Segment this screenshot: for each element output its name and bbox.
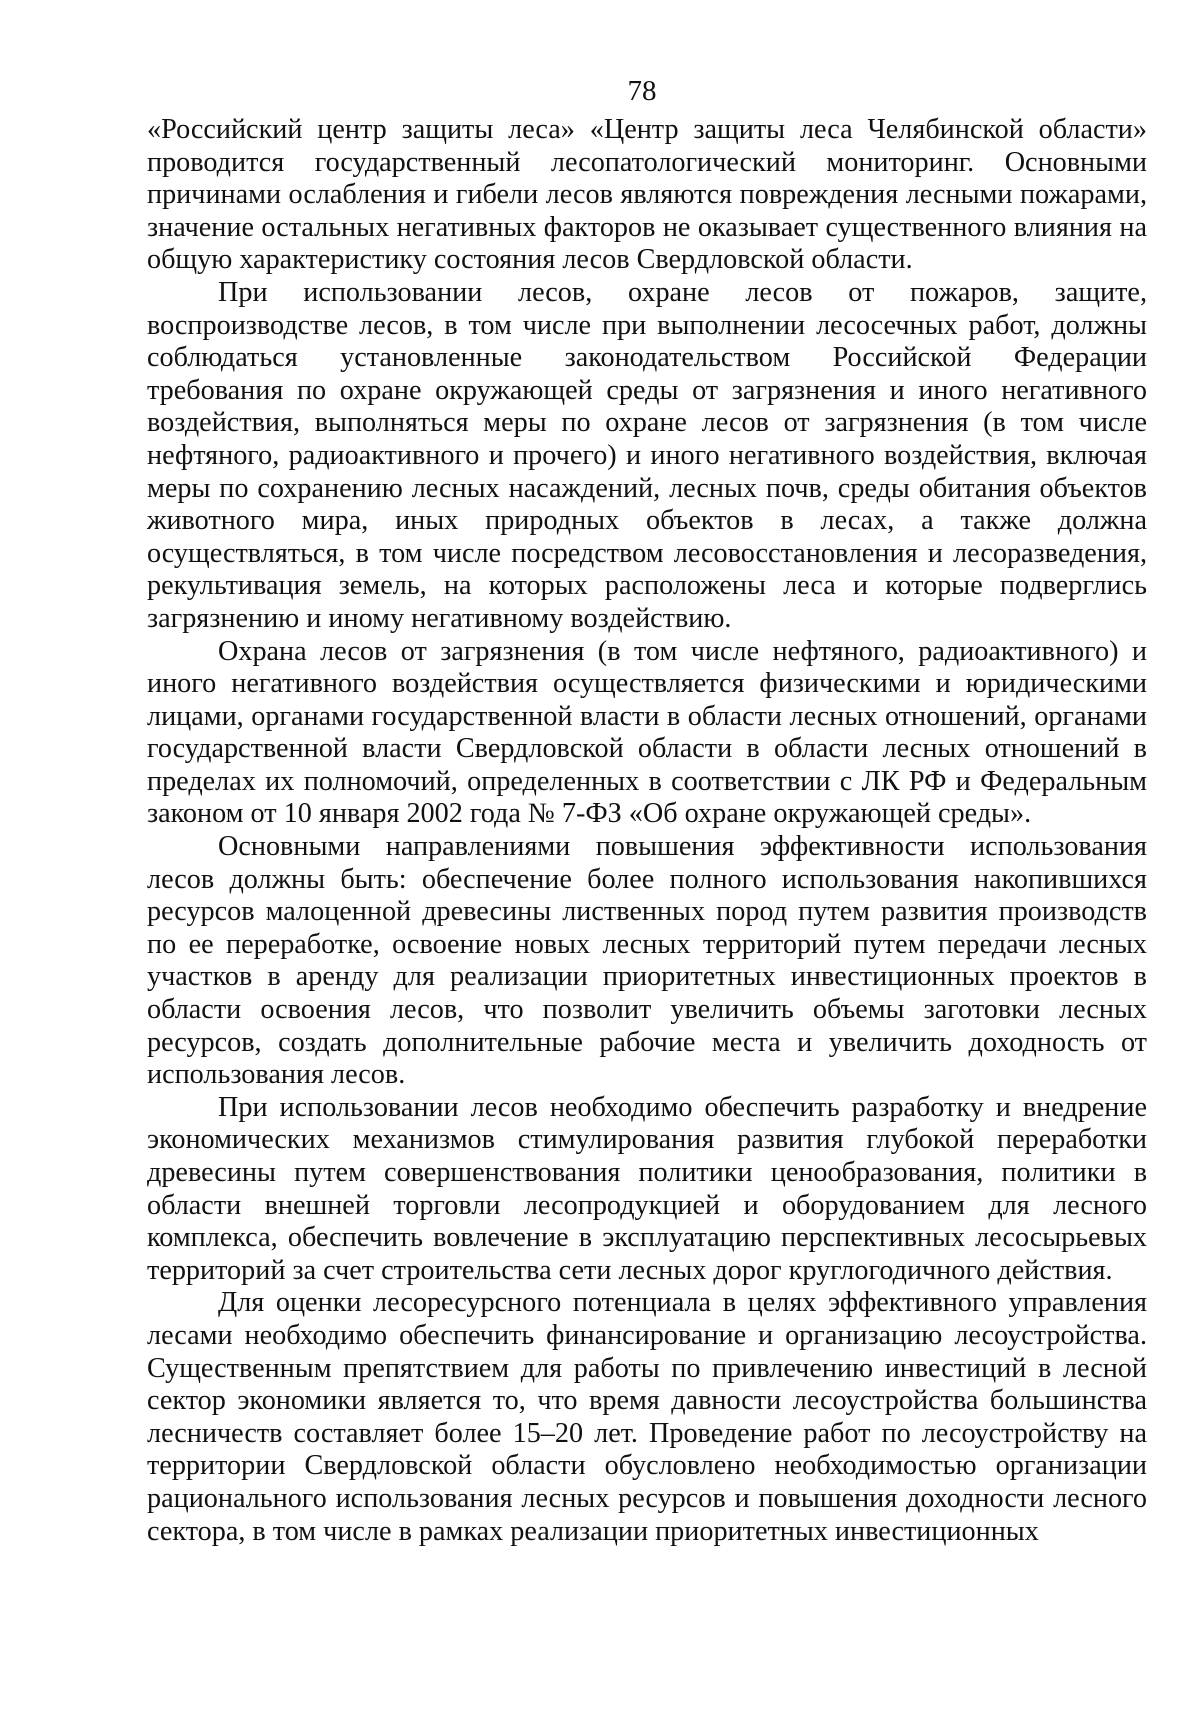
paragraph-4: Основными направлениями повышения эффективности использования лесов должны быть: обеспечение более полного использования накопившихся ресурсов малоценной древесины лиственных пород путем развития производств по ее переработке, освоение новых лесных территорий путем передачи лесных участков в аренду для реализации приоритетных инвестиционных проектов в области освоения лесов, что позволит увеличить объемы заготовки лесных ресурсов, создать дополнительные рабочие места и увеличить доходность от использования лесов.: [147, 831, 1147, 1091]
paragraph-1: «Российский центр защиты леса» «Центр защиты леса Челябинской области» проводится государственный лесопатологический мониторинг. Основными причинами ослабления и гибели лесов являются повреждения лесными пожарами, значение остальных негативных факторов не оказывает существенного влияния на общую характеристику состояния лесов Свердловской области.: [147, 114, 1147, 276]
paragraph-3: Охрана лесов от загрязнения (в том числе нефтяного, радиоактивного) и иного негативного воздействия осуществляется физическими и юридическими лицами, органами государственной власти в области лесных отношений, органами государственной власти Свердловской области в области лесных отношений в пределах их полномочий, определенных в соответствии с ЛК РФ и Федеральным законом от 10 января 2002 года № 7-ФЗ «Об охране окружающей среды».: [147, 635, 1147, 830]
paragraph-5: При использовании лесов необходимо обеспечить разработку и внедрение экономических механизмов стимулирования развития глубокой переработки древесины путем совершенствования политики ценообразования, политики в области внешней торговли лесопродукцией и оборудованием для лесного комплекса, обеспечить вовлечение в эксплуатацию перспективных лесосырьевых территорий за счет строительства сети лесных дорог круглогодичного действия.: [147, 1091, 1147, 1286]
body-text: [147, 114, 1147, 1548]
paragraph-6: Для оценки лесоресурсного потенциала в целях эффективного управления лесами необходимо обеспечить финансирование и организацию лесоустройства. Существенным препятствием для работы по привлечению инвестиций в лесной сектор экономики является то, что время давности лесоустройства большинства лесничеств составляет более 15–20 лет. Проведение работ по лесоустройству на территории Свердловской области обусловлено необходимостью организации рационального использования лесных ресурсов и повышения доходности лесного сектора, в том числе в рамках реализации приоритетных инвестиционных: [147, 1287, 1147, 1547]
paragraph-2: При использовании лесов, охране лесов от пожаров, защите, воспроизводстве лесов, в том числе при выполнении лесосечных работ, должны соблюдаться установленные законодательством Российской Федерации требования по охране окружающей среды от загрязнения и иного негативного воздействия, выполняться меры по охране лесов от загрязнения (в том числе нефтяного, радиоактивного и прочего) и иного негативного воздействия, включая меры по сохранению лесных насаждений, лесных почв, среды обитания объектов животного мира, иных природных объектов в лесах, а также должна осуществляться, в том числе посредством лесовосстановления и лесоразведения, рекультивация земель, на которых расположены леса и которые подверглись загрязнению и иному негативному воздействию.: [147, 276, 1147, 634]
page-number: 78: [627, 75, 657, 107]
